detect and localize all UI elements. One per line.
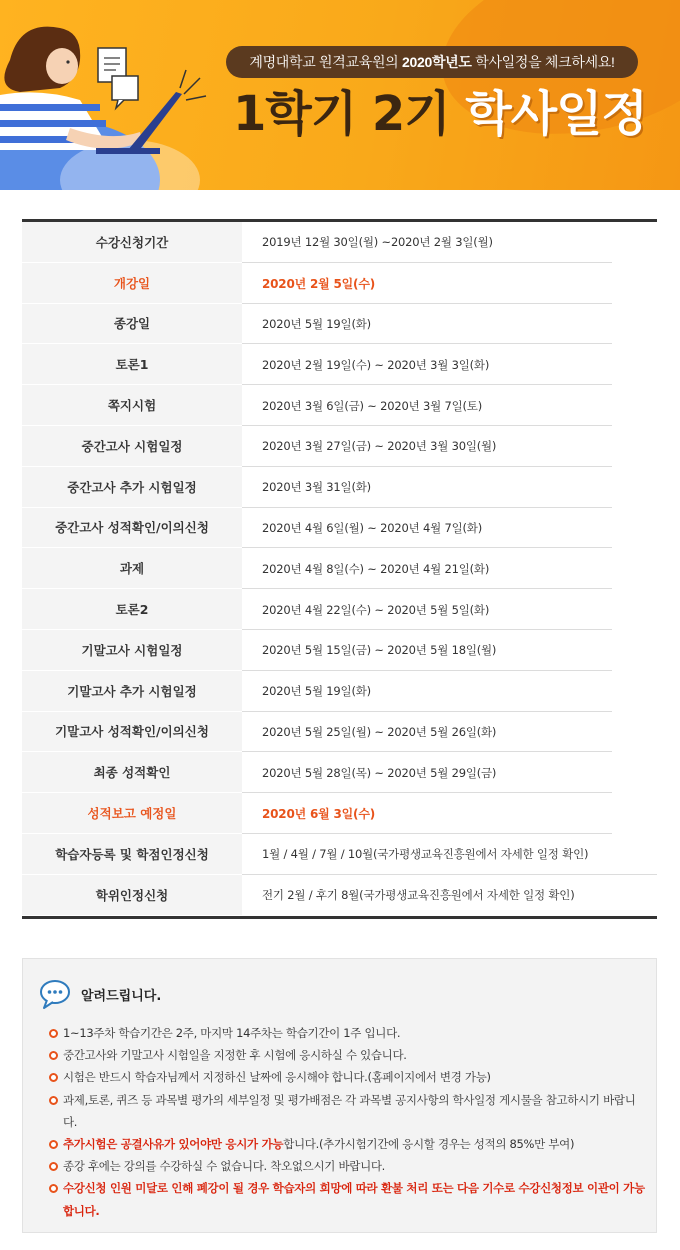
schedule-row-value: 2020년 3월 27일(금) ~ 2020년 3월 30일(월) [242, 426, 657, 467]
schedule-row [22, 875, 657, 916]
notice-item-text: 합니다.(추가시험기간에 응시할 경우는 성적의 85%만 부여) [283, 1137, 575, 1152]
schedule-row-label: 학습자등록 및 학점인정신청 [22, 834, 242, 875]
schedule-row-label: 최종 성적확인 [22, 752, 242, 793]
schedule-row-value: 2020년 2월 19일(수) ~ 2020년 3월 3일(화) [242, 344, 657, 385]
notice-item-text: 시험은 반드시 학습자님께서 지정하신 날짜에 응시해야 합니다.(홈페이지에서 변경 가능) [63, 1070, 491, 1085]
schedule-row [22, 834, 657, 875]
schedule-row-label: 중간고사 성적확인/이의신청 [22, 508, 242, 549]
schedule-row-value: 2020년 3월 6일(금) ~ 2020년 3월 7일(토) [242, 385, 657, 426]
schedule-row-label: 학위인정신청 [22, 875, 242, 916]
schedule-row-value: 2020년 6월 3일(수) [242, 793, 657, 834]
banner-subtitle [226, 46, 638, 78]
schedule-row [22, 712, 657, 753]
schedule-row-value: 2020년 5월 28일(목) ~ 2020년 5월 29일(금) [242, 752, 657, 793]
schedule-row-label: 쪽지시험 [22, 385, 242, 426]
schedule-row-value: 전기 2월 / 후기 8월(국가평생교육진흥원에서 자세한 일정 확인) [262, 888, 575, 903]
schedule-row-label: 기말고사 추가 시험일정 [22, 671, 242, 712]
schedule-row-label: 중간고사 시험일정 [22, 426, 242, 467]
schedule-row-label: 기말고사 성적확인/이의신청 [22, 712, 242, 753]
schedule-row-label: 종강일 [22, 304, 242, 345]
notice-item-text: 수강신청 인원 미달로 인해 폐강이 될 경우 학습자의 희망에 따라 환불 처리 또는 다음 기수로 수강신청정보 이관이 가능합니다. [63, 1181, 645, 1218]
page-title [233, 84, 647, 144]
header-banner [0, 0, 680, 190]
schedule-row-value: 2019년 12월 30일(월) ~2020년 2월 3일(월) [242, 222, 657, 263]
subtitle-year: 2020학년도 [402, 54, 472, 70]
title-prefix: 1학기 2기 [233, 86, 466, 142]
schedule-row-value: 2020년 2월 5일(수) [242, 263, 657, 304]
schedule-row [22, 752, 657, 793]
schedule-row-value: 2020년 5월 19일(화) [242, 304, 657, 345]
schedule-row [22, 589, 657, 630]
notice-list [49, 1022, 649, 1222]
schedule-row [22, 344, 657, 385]
schedule-row-value: 2020년 5월 19일(화) [242, 671, 657, 712]
student-laptop-illustration [0, 0, 220, 190]
notice-item [49, 1022, 649, 1044]
notice-item-text: 1~13주차 학습기간은 2주, 마지막 14주차는 학습기간이 1주 입니다. [63, 1026, 401, 1040]
notice-item-emphasis: 추가시험은 공결사유가 있어야만 응시가 가능 [63, 1137, 284, 1152]
title-highlight: 학사일정 [465, 86, 647, 142]
notice-header [39, 979, 161, 1009]
notice-title: 알려드립니다. [81, 988, 162, 1004]
notice-item [49, 1133, 649, 1155]
schedule-row-value: 2020년 5월 25일(월) ~ 2020년 5월 26일(화) [242, 712, 657, 753]
schedule-row-label: 기말고사 시험일정 [22, 630, 242, 671]
notice-box [22, 958, 657, 1233]
schedule-row-value: 1월 / 4월 / 7월 / 10월(국가평생교육진흥원에서 자세한 일정 확인) [242, 834, 657, 875]
notice-item [49, 1066, 649, 1088]
speech-bubble-icon [39, 979, 71, 1009]
schedule-row [22, 630, 657, 671]
schedule-row-label: 성적보고 예정일 [22, 793, 242, 834]
notice-item [49, 1155, 649, 1177]
schedule-row-value: 2020년 5월 15일(금) ~ 2020년 5월 18일(월) [242, 630, 657, 671]
notice-item-text: 중간고사와 기말고사 시험일을 지정한 후 시험에 응시하실 수 있습니다. [63, 1048, 407, 1063]
notice-item [49, 1089, 649, 1133]
schedule-row [22, 793, 657, 834]
schedule-row [22, 671, 657, 712]
schedule-row-value: 2020년 4월 6일(월) ~ 2020년 4월 7일(화) [242, 508, 657, 549]
schedule-row [22, 385, 657, 426]
schedule-row [22, 467, 657, 508]
notice-item-text: 과제,토론, 퀴즈 등 과목별 평가의 세부일정 및 평가배점은 각 과목별 공지사항의 학사일정 게시물을 참고하시기 바랍니다. [63, 1092, 636, 1129]
schedule-row-label: 수강신청기간 [22, 222, 242, 263]
schedule-row [22, 304, 657, 345]
schedule-row-label: 개강일 [22, 263, 242, 304]
notice-item [49, 1177, 649, 1221]
subtitle-suffix: 학사일정을 체크하세요! [471, 54, 615, 70]
schedule-row [22, 263, 657, 304]
schedule-row-label: 과제 [22, 548, 242, 589]
notice-item-text: 종강 후에는 강의를 수강하실 수 없습니다. 착오없으시기 바랍니다. [63, 1159, 386, 1174]
schedule-table [22, 219, 657, 919]
schedule-row [22, 508, 657, 549]
schedule-row [22, 548, 657, 589]
schedule-row-value: 2020년 3월 31일(화) [242, 467, 657, 508]
schedule-row [22, 222, 657, 263]
schedule-row-value: 2020년 4월 8일(수) ~ 2020년 4월 21일(화) [242, 548, 657, 589]
notice-item [49, 1044, 649, 1066]
schedule-row [22, 426, 657, 467]
subtitle-prefix: 계명대학교 원격교육원의 [249, 54, 402, 70]
schedule-row-label: 토론2 [22, 589, 242, 630]
schedule-row-label: 토론1 [22, 344, 242, 385]
schedule-row-label: 중간고사 추가 시험일정 [22, 467, 242, 508]
schedule-row-value: 2020년 4월 22일(수) ~ 2020년 5월 5일(화) [242, 589, 657, 630]
